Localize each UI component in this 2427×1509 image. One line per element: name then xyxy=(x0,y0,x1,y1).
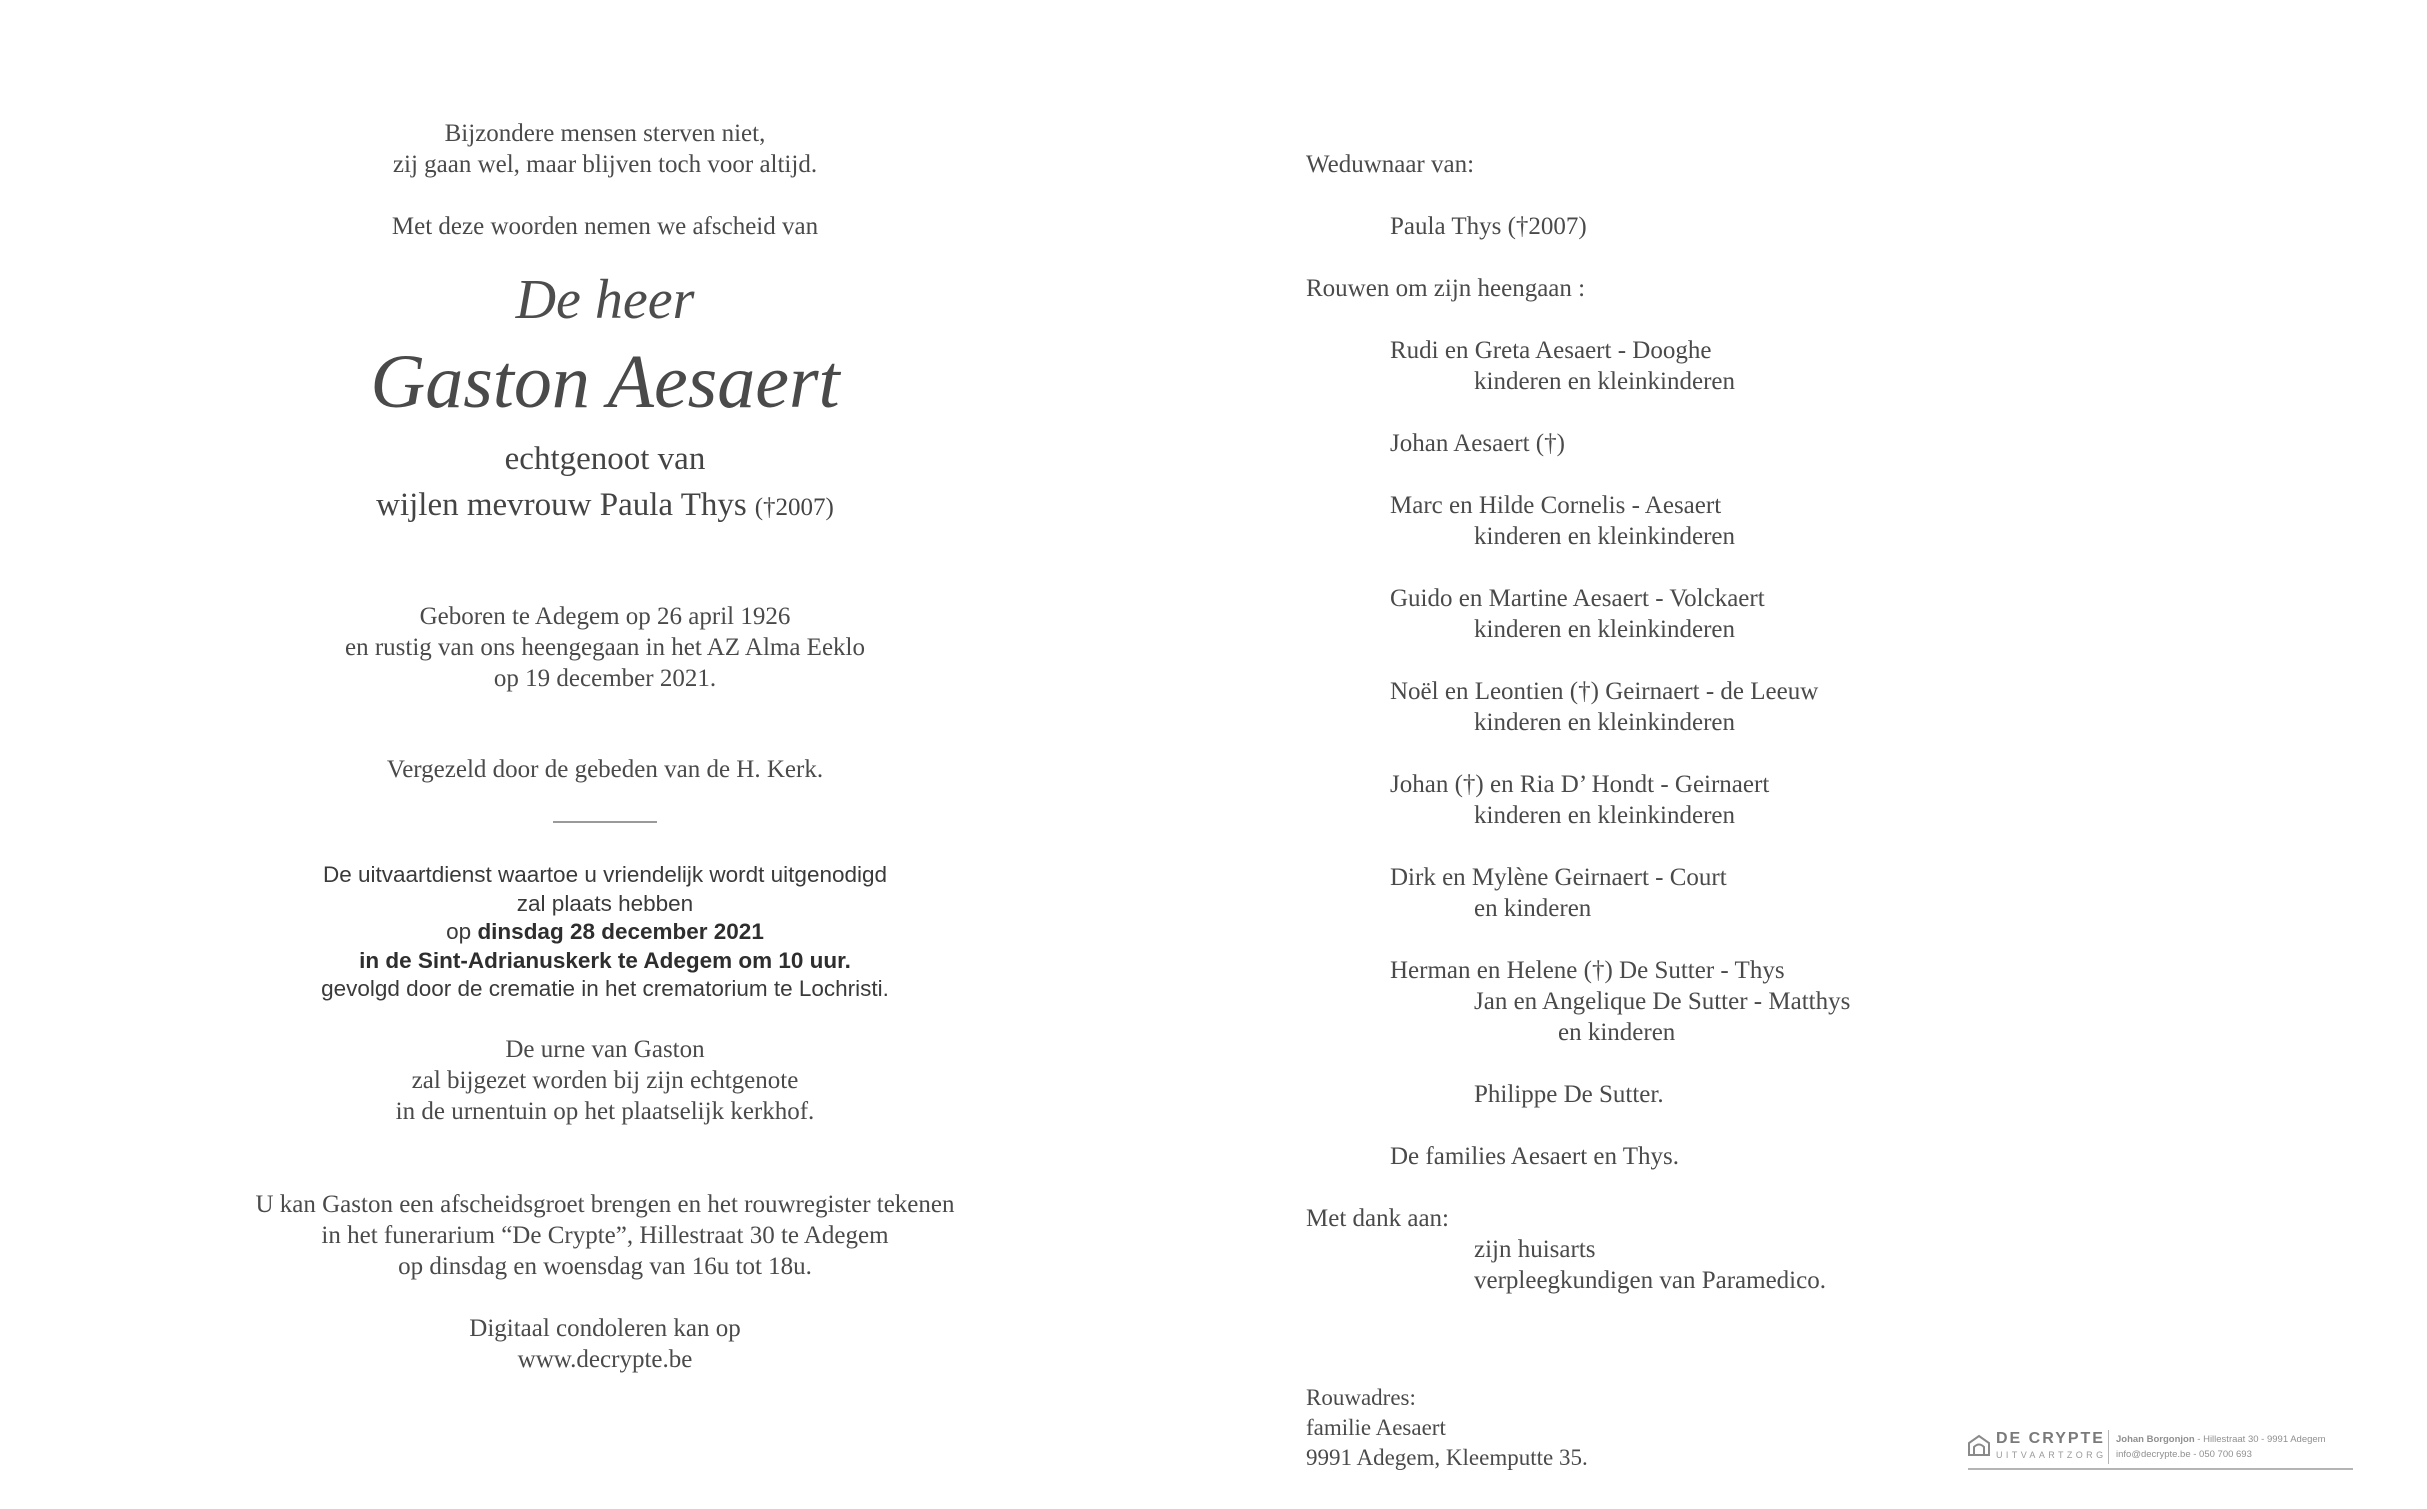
family-sub: kinderen en kleinkinderen xyxy=(1474,523,1736,550)
family-name: Herman en Helene (†) De Sutter - Thys xyxy=(1390,957,1785,984)
deceased-name: Gaston Aesaert xyxy=(370,340,840,424)
birth-line: Geboren te Adegem op 26 april 1926 xyxy=(419,603,791,630)
family-sub: kinderen en kleinkinderen xyxy=(1474,709,1736,736)
widower-label: Weduwnaar van: xyxy=(1306,151,1475,178)
service-date: dinsdag 28 december 2021 xyxy=(477,919,764,944)
service-line: De uitvaartdienst waartoe u vriendelijk wordt uitgenodigd xyxy=(322,862,888,887)
birth-line: op 19 december 2021. xyxy=(493,665,717,692)
logo-name: DE CRYPTE xyxy=(1996,1430,2105,1447)
logo-subtitle: UITVAARTZORG xyxy=(1996,1450,2107,1460)
families-line: De families Aesaert en Thys. xyxy=(1390,1143,1680,1170)
logo-contact xyxy=(2116,1434,2326,1445)
service-location: in de Sint-Adrianuskerk te Adegem om 10 uur. xyxy=(359,947,851,973)
family-sub: kinderen en kleinkinderen xyxy=(1474,368,1736,395)
family-name: Dirk en Mylène Geirnaert - Court xyxy=(1390,864,1727,891)
family-sub: kinderen en kleinkinderen xyxy=(1474,616,1736,643)
family-name: Guido en Martine Aesaert - Volckaert xyxy=(1390,585,1765,612)
logo-contact-name: Johan Borgonjon xyxy=(2116,1434,2195,1445)
family-name: Johan (†) en Ria D’ Hondt - Geirnaert xyxy=(1390,771,1770,798)
urn-line: in de urnentuin op het plaatselijk kerkhof. xyxy=(395,1097,815,1125)
crypt-logo-icon xyxy=(1968,1434,1990,1456)
visit-line: op dinsdag en woensdag van 16u tot 18u. xyxy=(398,1252,812,1280)
spouse-year: (†2007) xyxy=(754,494,834,521)
logo-contact-line: info@decrypte.be - 050 700 693 xyxy=(2116,1449,2252,1460)
address-line: familie Aesaert xyxy=(1306,1415,1446,1440)
family-name: Johan Aesaert (†) xyxy=(1390,430,1565,457)
family-name: Rudi en Greta Aesaert - Dooghe xyxy=(1390,337,1712,364)
service-line xyxy=(200,947,1010,976)
family-sub: en kinderen xyxy=(1474,895,1592,922)
family-sub: Jan en Angelique De Sutter - Matthys xyxy=(1474,988,1851,1015)
address-label: Rouwadres: xyxy=(1306,1385,1416,1410)
thanks-line: zijn huisarts xyxy=(1474,1236,1596,1263)
family-name: Marc en Hilde Cornelis - Aesaert xyxy=(1390,492,1722,519)
widower-name: Paula Thys (†2007) xyxy=(1390,213,1587,240)
intro-text: Met deze woorden nemen we afscheid van xyxy=(391,213,819,240)
family-name: Noël en Leontien (†) Geirnaert - de Leeuw xyxy=(1390,678,1819,705)
service-line: zal plaats hebben xyxy=(516,890,694,916)
family-sub: Philippe De Sutter. xyxy=(1474,1081,1664,1108)
logo-separator xyxy=(2108,1430,2109,1464)
mourning-address xyxy=(1306,1383,1588,1473)
service-date-prefix: op xyxy=(446,919,478,944)
spouse-line xyxy=(200,482,1010,531)
spouse-name: wijlen mevrouw Paula Thys xyxy=(376,487,747,523)
funeral-home-logo xyxy=(1968,1428,2353,1470)
address-line: 9991 Adegem, Kleemputte 35. xyxy=(1306,1445,1588,1470)
urn-line: zal bijgezet worden bij zijn echtgenote xyxy=(411,1066,799,1094)
thanks-label: Met dank aan: xyxy=(1306,1205,1450,1232)
condolence-line: Digitaal condoleren kan op xyxy=(469,1314,741,1342)
divider xyxy=(553,821,657,823)
birth-line: en rustig van ons heengegaan in het AZ Alma Eeklo xyxy=(344,634,865,661)
logo-contact-address: - Hillestraat 30 - 9991 Adegem xyxy=(2194,1434,2326,1445)
left-column xyxy=(200,118,1010,1375)
thanks-line: verpleegkundigen van Paramedico. xyxy=(1474,1267,1826,1294)
family-sub: en kinderen xyxy=(1558,1019,1676,1046)
visit-line: in het funerarium “De Crypte”, Hillestraat 30 te Adegem xyxy=(321,1221,889,1249)
service-line xyxy=(200,918,1010,947)
quote-line: zij gaan wel, maar blijven toch voor altijd. xyxy=(392,151,818,178)
urn-line: De urne van Gaston xyxy=(505,1035,705,1063)
honorific-title: De heer xyxy=(515,269,695,331)
spouse-line: echtgenoot van xyxy=(504,441,706,477)
church-line: Vergezeld door de gebeden van de H. Kerk. xyxy=(386,756,824,783)
quote-line: Bijzondere mensen sterven niet, xyxy=(444,120,766,147)
condolence-url: www.decrypte.be xyxy=(517,1345,693,1373)
service-line: gevolgd door de crematie in het crematorium te Lochristi. xyxy=(321,976,889,1001)
family-sub: kinderen en kleinkinderen xyxy=(1474,802,1736,829)
mourn-label: Rouwen om zijn heengaan : xyxy=(1306,275,1586,302)
visit-line: U kan Gaston een afscheidsgroet brengen en het rouwregister tekenen xyxy=(255,1190,955,1218)
right-column xyxy=(1306,149,2106,1296)
